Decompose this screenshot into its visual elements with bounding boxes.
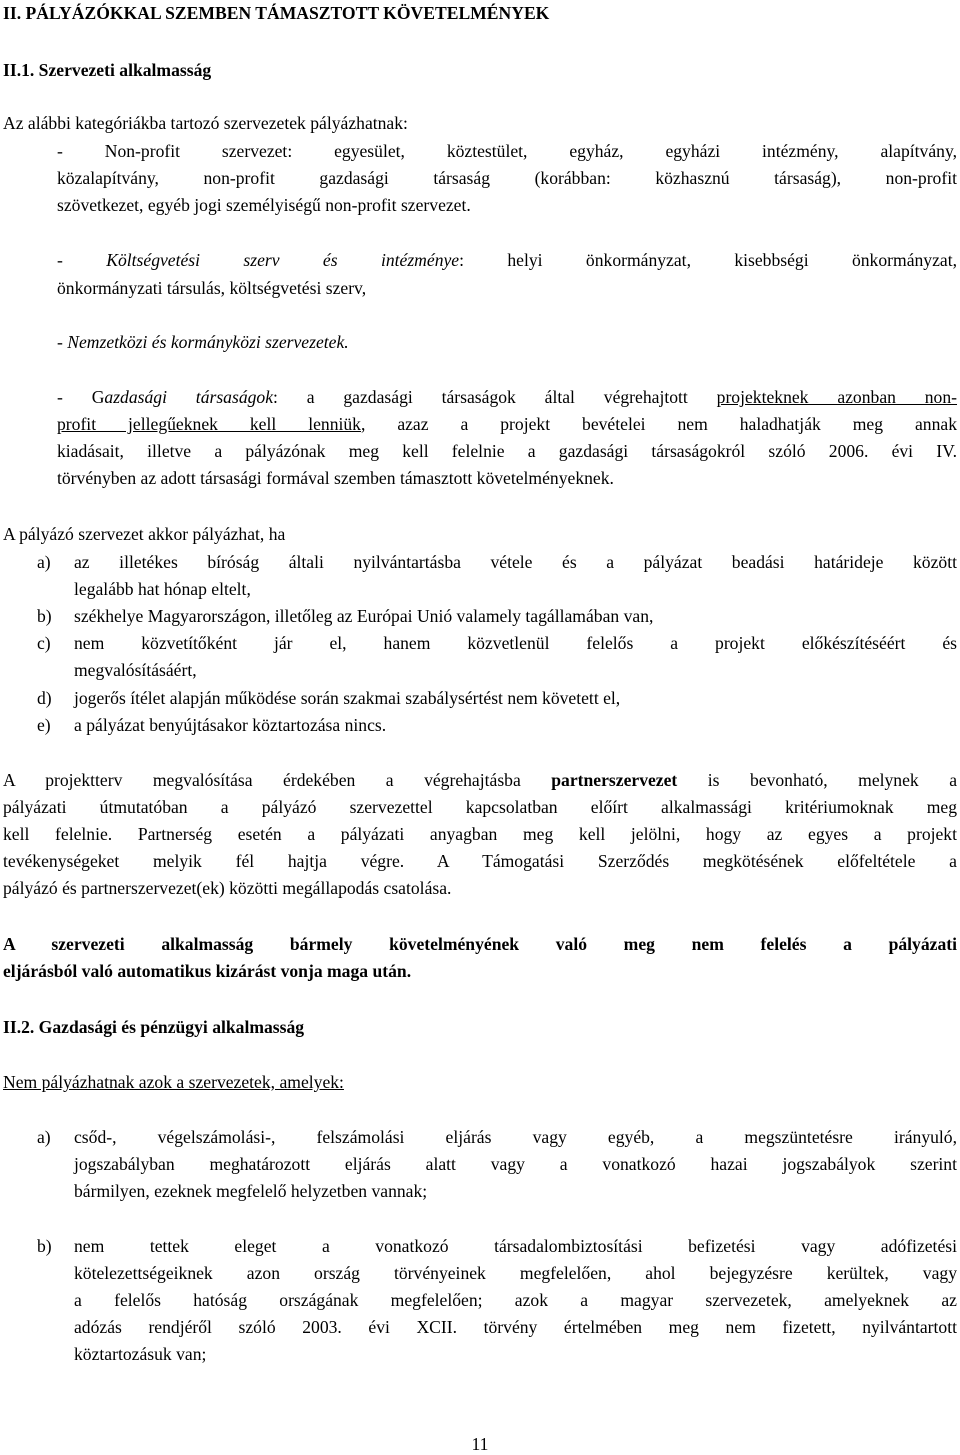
budget-line-1 (57, 249, 957, 271)
condition-intro: A pályázó szervezet akkor pályázhat, ha (3, 524, 286, 544)
nonprofit-line-2: közalapítvány, non-profit gazdasági társaság (korábban: közhasznú társaság), non-profit (57, 168, 957, 188)
budget-dash: - (57, 250, 107, 270)
partner-line-5: pályázó és partnerszervezet(ek) közötti megállapodás csatolása. (3, 878, 452, 898)
partner-keyword: partnerszervezet (551, 770, 678, 790)
section-1-intro: Az alábbi kategóriákba tartozó szervezetek pályázhatnak: (3, 113, 408, 133)
business-line-3: kiadásait, illetve a pályázónak meg kell felelnie a gazdasági társaságokról szóló 2006. évi IV. (57, 441, 957, 461)
exclusion-text-line-2: kötelezettségeiknek azon ország törvényeinek megfelelően, ahol bejegyzésre kerültek, vagy (74, 1263, 957, 1283)
business-rest-2: , azaz a projekt bevételei nem haladhatják meg annak (360, 414, 957, 434)
section-2-title: II.2. Gazdasági és pénzügyi alkalmasság (3, 1017, 305, 1037)
condition-marker: b) (37, 606, 52, 626)
condition-marker: c) (37, 633, 51, 653)
partner-line-3: kell felelnie. Partnerség esetén a pályázati anyagban meg kell jelölni, hogy az egyes a projekt (3, 824, 957, 844)
section-2-intro: Nem pályázhatnak azok a szervezetek, amelyek: (3, 1072, 344, 1092)
nonprofit-line-1: - Non-profit szervezet: egyesület, köztestület, egyház, egyházi intézmény, alapítvány, (57, 141, 957, 161)
condition-marker: e) (37, 715, 51, 735)
nonprofit-line-3: szövetkezet, egyéb jogi személyiségű non-profit szervezet. (57, 195, 471, 215)
condition-text-line-2: legalább hat hónap eltelt, (74, 579, 251, 599)
condition-text-line-1: a pályázat benyújtásakor köztartozása nincs. (74, 715, 387, 735)
partner-text-a: A projektterv megvalósítása érdekében a végrehajtásba (3, 770, 552, 790)
partner-line-1 (3, 769, 957, 791)
exclusion-text-line-3: bármilyen, ezeknek megfelelő helyzetben vannak; (74, 1181, 428, 1201)
condition-marker: a) (37, 552, 51, 572)
business-underline-2: profit jellegűeknek kell lenniük (57, 414, 361, 434)
partner-text-c: is bevonható, melynek a (677, 770, 957, 790)
condition-text-line-1: az illetékes bíróság általi nyilvántartásba vétele és a pályázat beadási határideje között (74, 552, 957, 572)
budget-rest: : helyi önkormányzat, kisebbségi önkormányzat, (459, 250, 958, 270)
exclusion-marker: a) (37, 1127, 51, 1147)
condition-text-line-1: nem közvetítőként jár el, hanem közvetlenül felelős a projekt előkészítéséért és (74, 633, 957, 653)
section-1-title: II.1. Szervezeti alkalmasság (3, 60, 212, 80)
business-rest: : a gazdasági társaságok által végrehajtott (273, 387, 717, 407)
condition-marker: d) (37, 688, 52, 708)
exclusion-text-line-3: a felelős hatóság országának megfelelően; azok a magyar szervezetek, amelyeknek az (74, 1290, 957, 1310)
business-line-2 (57, 413, 957, 435)
exclusion-text-line-1: csőd-, végelszámolási-, felszámolási eljárás vagy egyéb, a megszüntetésre irányuló, (74, 1127, 957, 1147)
business-underline-1: projekteknek azonban non- (716, 387, 958, 407)
partner-line-4: tevékenységeket melyik fél hajtja végre. A Támogatási Szerződés megkötésének előfeltétele a (3, 851, 957, 871)
condition-text-line-1: jogerős ítélet alapján működése során szakmai szabálysértést nem követett el, (74, 688, 621, 708)
business-label: azdasági társaságok (104, 387, 274, 407)
business-line-1 (57, 386, 957, 408)
intl-orgs-line: - Nemzetközi és kormányközi szervezetek. (57, 332, 349, 352)
exclusion-marker: b) (37, 1236, 52, 1256)
budget-label: Költségvetési szerv és intézménye (106, 250, 460, 270)
partner-line-2: pályázati útmutatóban a pályázó szervezettel kapcsolatban előírt alkalmassági kritériumoknak meg (3, 797, 957, 817)
exclusion-text-line-2: jogszabályban meghatározott eljárás alatt vagy a vonatkozó hazai jogszabályok szerint (74, 1154, 957, 1174)
warning-line-2: eljárásból való automatikus kizárást vonja maga után. (3, 961, 412, 981)
budget-line-2: önkormányzati társulás, költségvetési szerv, (57, 278, 367, 298)
warning-line-1: A szervezeti alkalmasság bármely követelményének való meg nem felelés a pályázati (3, 934, 957, 954)
condition-text-line-2: megvalósításáért, (74, 660, 197, 680)
page-number: 11 (471, 1434, 489, 1454)
exclusion-text-line-5: köztartozásuk van; (74, 1344, 207, 1364)
condition-text-line-1: székhelye Magyarországon, illetőleg az Európai Unió valamely tagállamában van, (74, 606, 654, 626)
business-dash: - G (57, 387, 105, 407)
exclusion-text-line-4: adózás rendjéről szóló 2003. évi XCII. törvény értelmében meg nem fizetett, nyilvántartott (74, 1317, 957, 1337)
exclusion-text-line-1: nem tettek eleget a vonatkozó társadalombiztosítási befizetési vagy adófizetési (74, 1236, 957, 1256)
main-heading: II. PÁLYÁZÓKKAL SZEMBEN TÁMASZTOTT KÖVETELMÉNYEK (3, 3, 550, 23)
business-line-4: törvényben az adott társasági formával szemben támasztott követelményeknek. (57, 468, 614, 488)
